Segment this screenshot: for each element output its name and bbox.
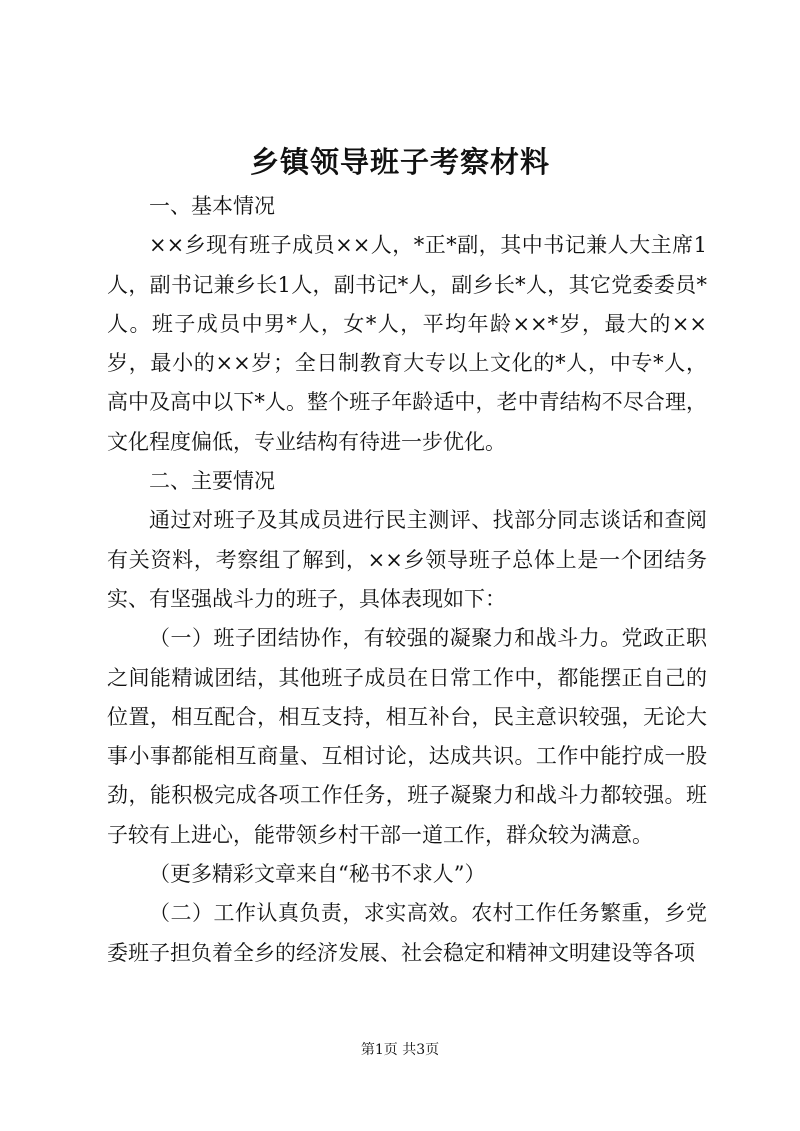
- document-title: 乡镇领导班子考察材料: [249, 145, 550, 179]
- paragraph-basic-info: ××乡现有班子成员××人，*正*副，其中书记兼人大主席1人，副书记兼乡长1人，副书记*人，副乡长*人，其它党委委员*人。班子成员中男*人，女*人，平均年龄××*岁，最大的××岁，最小的××岁；全日制教育大专以上文化的*人，中专*人，高中及高中以下*人。整个班子年龄适中，老中青结构不尽合理，文化程度偏低，专业结构有待进一步优化。: [107, 233, 707, 454]
- section-heading-main-info: 二、主要情况: [149, 469, 275, 494]
- section-heading-basic-info: 一、基本情况: [149, 194, 275, 218]
- paragraph-source-note: （更多精彩文章来自“秘书不求人”）: [149, 862, 486, 887]
- page-footer: 第1页 共3页: [360, 1042, 440, 1058]
- paragraph-overview: 通过对班子及其成员进行民主测评、找部分同志谈话和查阅有关资料，考察组了解到，××乡领导班子总体上是一个团结务实、有坚强战斗力的班子，具体表现如下：: [107, 508, 707, 611]
- paragraph-unity: （一）班子团结协作，有较强的凝聚力和战斗力。党政正职之间能精诚团结，其他班子成员在日常工作中，都能摆正自己的位置，相互配合，相互支持，相互补台，民主意识较强，无论大事小事都能相互商量、互相讨论，达成共识。工作中能拧成一股劲，能积极完成各项工作任务，班子凝聚力和战斗力都较强。班子较有上进心，能带领乡村干部一道工作，群众较为满意。: [107, 626, 707, 847]
- paragraph-responsibility: （二）工作认真负责，求实高效。农村工作任务繁重，乡党委班子担负着全乡的经济发展、社会稳定和精神文明建设等各项: [107, 901, 707, 965]
- document-body: [107, 187, 707, 973]
